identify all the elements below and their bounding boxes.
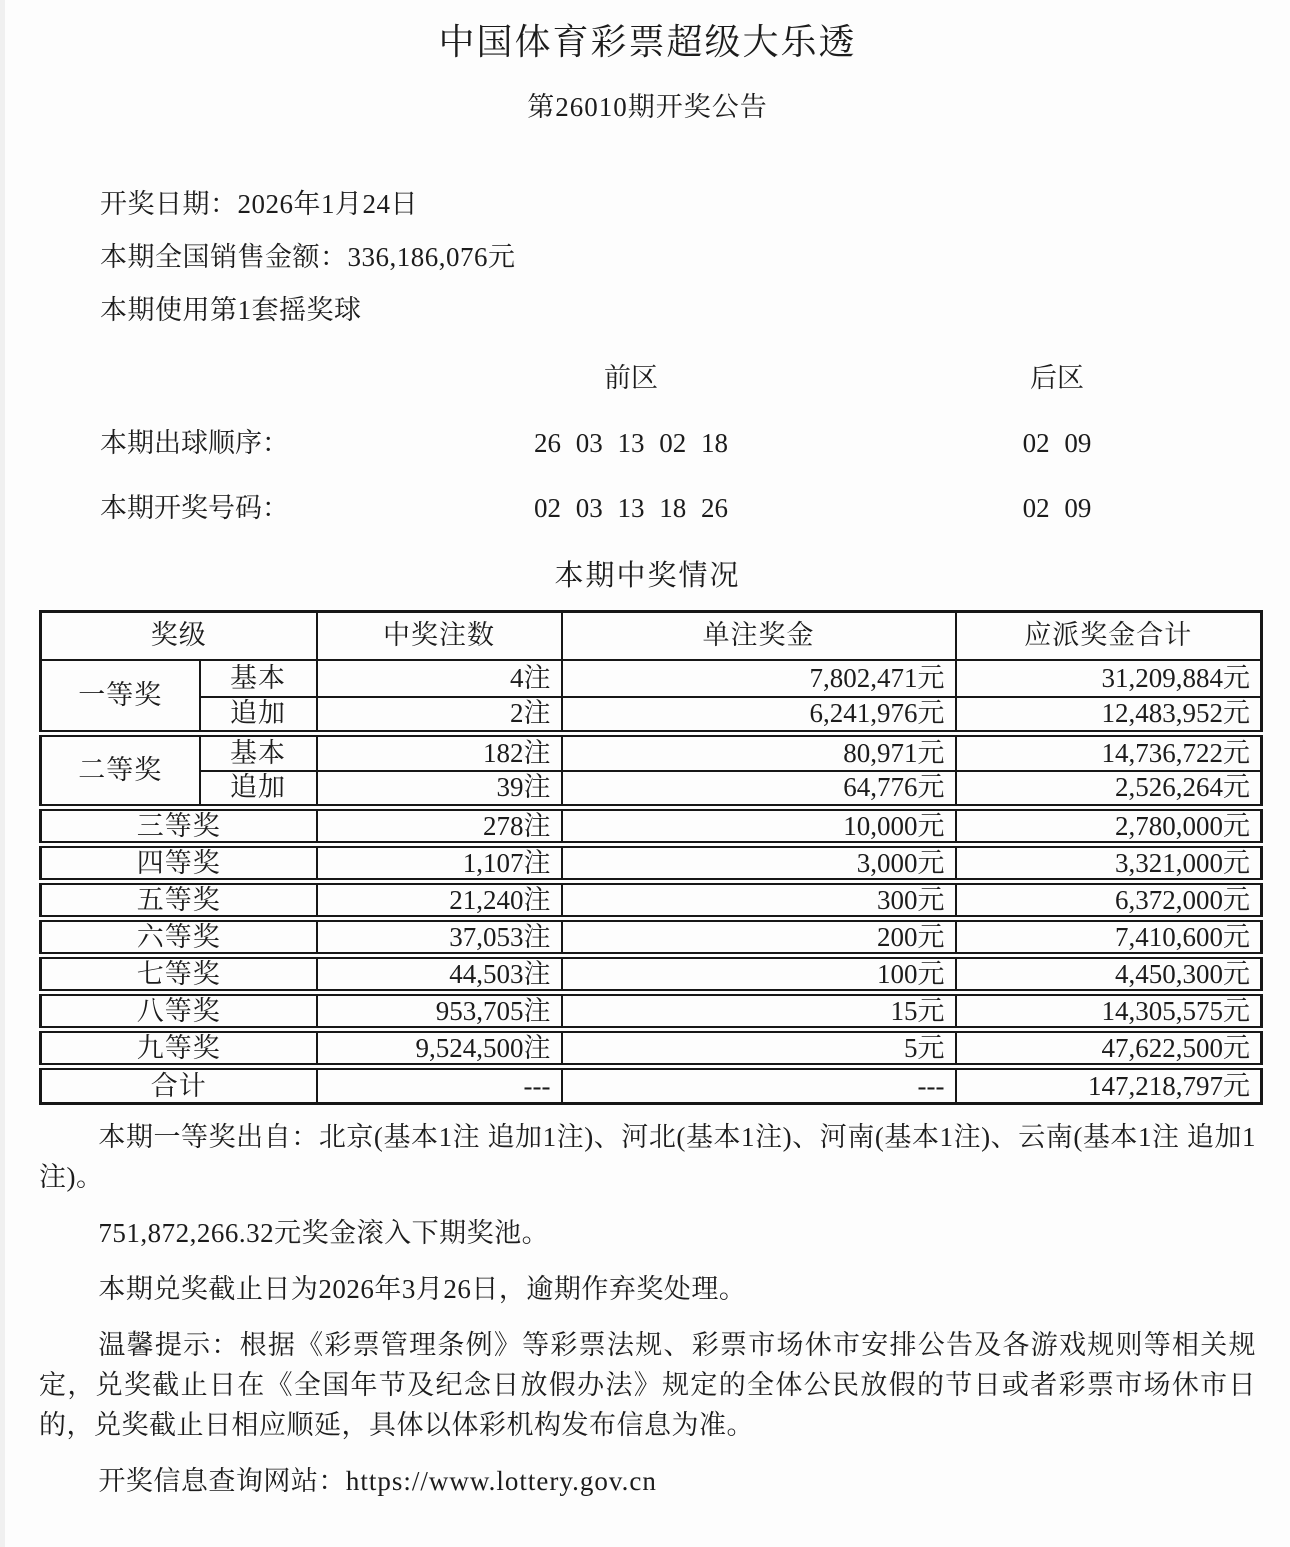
count-cell: 1,107注 <box>317 845 562 882</box>
ball-order-back-numbers: 02 09 <box>1022 428 1092 458</box>
single-prize-cell: 10,000元 <box>562 808 956 845</box>
count-cell: --- <box>317 1067 562 1104</box>
redeem-deadline-paragraph: 本期兑奖截止日为2026年3月26日，逾期作弃奖处理。 <box>98 1274 747 1304</box>
prize-level-cell: 三等奖 <box>41 808 317 845</box>
prize-table-title: 本期中奖情况 <box>554 560 741 592</box>
total-label-cell: 合计 <box>41 1067 317 1104</box>
total-prize-cell: 14,305,575元 <box>956 993 1262 1030</box>
ball-set-line: 本期使用第1套摇奖球 <box>100 295 362 325</box>
count-cell: 9,524,500注 <box>317 1030 562 1067</box>
prize-level-cell: 一等奖 <box>41 660 200 734</box>
total-prize-cell: 3,321,000元 <box>956 845 1262 882</box>
zone-header-row <box>5 356 1290 395</box>
reminder-paragraph: 温馨提示：根据《彩票管理条例》等彩票法规、彩票市场休市安排公告及各游戏规则等相关规定，兑奖截止日在《全国年节及纪念日放假办法》规定的全体公民放假的节日或者彩票市场休市日的，兑奖截止日相应顺延，具体以体彩机构发布信息为准。 <box>39 1330 1256 1440</box>
total-prize-cell: 6,372,000元 <box>956 882 1262 919</box>
sales-amount-line: 本期全国销售金额：336,186,076元 <box>100 242 516 272</box>
ball-order-row <box>5 421 1290 460</box>
col-header-total-prize: 应派奖金合计 <box>956 612 1262 660</box>
table-row <box>41 882 1262 919</box>
count-cell: 182注 <box>317 734 562 771</box>
table-row <box>41 1030 1262 1067</box>
single-prize-cell: 64,776元 <box>562 771 956 808</box>
back-zone-label: 后区 <box>1030 363 1084 393</box>
front-zone-label: 前区 <box>604 363 658 393</box>
table-row <box>41 734 1262 771</box>
table-row <box>41 660 1262 697</box>
count-cell: 2注 <box>317 697 562 734</box>
single-prize-cell: 100元 <box>562 956 956 993</box>
single-prize-cell: 15元 <box>562 993 956 1030</box>
draw-numbers-section <box>5 356 1290 525</box>
prize-level-cell: 七等奖 <box>41 956 317 993</box>
total-prize-cell: 2,526,264元 <box>956 771 1262 808</box>
prize-table <box>39 610 1263 1105</box>
count-cell: 44,503注 <box>317 956 562 993</box>
prize-level-cell: 五等奖 <box>41 882 317 919</box>
query-site-label: 开奖信息查询网站： <box>98 1466 346 1496</box>
total-prize-cell: 12,483,952元 <box>956 697 1262 734</box>
single-prize-cell: 6,241,976元 <box>562 697 956 734</box>
notes-section <box>5 1117 1290 1501</box>
col-header-winning-bets: 中奖注数 <box>317 612 562 660</box>
draw-date-line: 开奖日期：2026年1月24日 <box>100 189 418 219</box>
total-prize-cell: 47,622,500元 <box>956 1030 1262 1067</box>
total-prize-cell: 4,450,300元 <box>956 956 1262 993</box>
count-cell: 21,240注 <box>317 882 562 919</box>
single-prize-cell: 3,000元 <box>562 845 956 882</box>
prize-level-cell: 六等奖 <box>41 919 317 956</box>
rollover-paragraph: 751,872,266.32元奖金滚入下期奖池。 <box>98 1218 550 1248</box>
winning-numbers-label: 本期开奖号码： <box>100 493 289 523</box>
ball-order-label: 本期出球顺序： <box>100 428 289 458</box>
page-title: 中国体育彩票超级大乐透 <box>438 22 857 62</box>
announcement-page <box>5 0 1290 1547</box>
single-prize-cell: 5元 <box>562 1030 956 1067</box>
query-site-url[interactable]: https://www.lottery.gov.cn <box>345 1466 657 1496</box>
count-cell: 953,705注 <box>317 993 562 1030</box>
table-total-row <box>41 1067 1262 1104</box>
draw-info-block <box>100 184 1290 330</box>
single-prize-cell: 200元 <box>562 919 956 956</box>
single-prize-cell: 80,971元 <box>562 734 956 771</box>
sub-type-cell: 追加 <box>200 697 317 734</box>
count-cell: 278注 <box>317 808 562 845</box>
sub-type-cell: 基本 <box>200 660 317 697</box>
winning-numbers-back: 02 09 <box>1022 493 1092 523</box>
count-cell: 39注 <box>317 771 562 808</box>
single-prize-cell: 300元 <box>562 882 956 919</box>
total-prize-cell: 7,410,600元 <box>956 919 1262 956</box>
count-cell: 4注 <box>317 660 562 697</box>
table-row <box>41 845 1262 882</box>
single-prize-cell: 7,802,471元 <box>562 660 956 697</box>
winning-numbers-row <box>5 486 1290 525</box>
query-site-paragraph <box>39 1461 1256 1501</box>
table-row <box>41 771 1262 808</box>
table-row <box>41 697 1262 734</box>
page-subtitle: 第26010期开奖公告 <box>527 92 768 122</box>
col-header-single-prize: 单注奖金 <box>562 612 956 660</box>
count-cell: 37,053注 <box>317 919 562 956</box>
first-prize-origin-paragraph: 本期一等奖出自：北京(基本1注 追加1注)、河北(基本1注)、河南(基本1注)、云南(基本1注 追加1注)。 <box>39 1122 1256 1192</box>
ball-order-front-numbers: 26 03 13 02 18 <box>534 428 728 458</box>
total-prize-cell: 147,218,797元 <box>956 1067 1262 1104</box>
sub-type-cell: 追加 <box>200 771 317 808</box>
prize-level-cell: 二等奖 <box>41 734 200 808</box>
table-header-row <box>41 612 1262 660</box>
table-row <box>41 993 1262 1030</box>
table-row <box>41 919 1262 956</box>
table-row <box>41 956 1262 993</box>
winning-numbers-front: 02 03 13 18 26 <box>534 493 728 523</box>
col-header-prize-level: 奖级 <box>41 612 317 660</box>
total-prize-cell: 31,209,884元 <box>956 660 1262 697</box>
total-prize-cell: 14,736,722元 <box>956 734 1262 771</box>
prize-level-cell: 八等奖 <box>41 993 317 1030</box>
total-prize-cell: 2,780,000元 <box>956 808 1262 845</box>
prize-level-cell: 九等奖 <box>41 1030 317 1067</box>
single-prize-cell: --- <box>562 1067 956 1104</box>
prize-level-cell: 四等奖 <box>41 845 317 882</box>
table-row <box>41 808 1262 845</box>
sub-type-cell: 基本 <box>200 734 317 771</box>
